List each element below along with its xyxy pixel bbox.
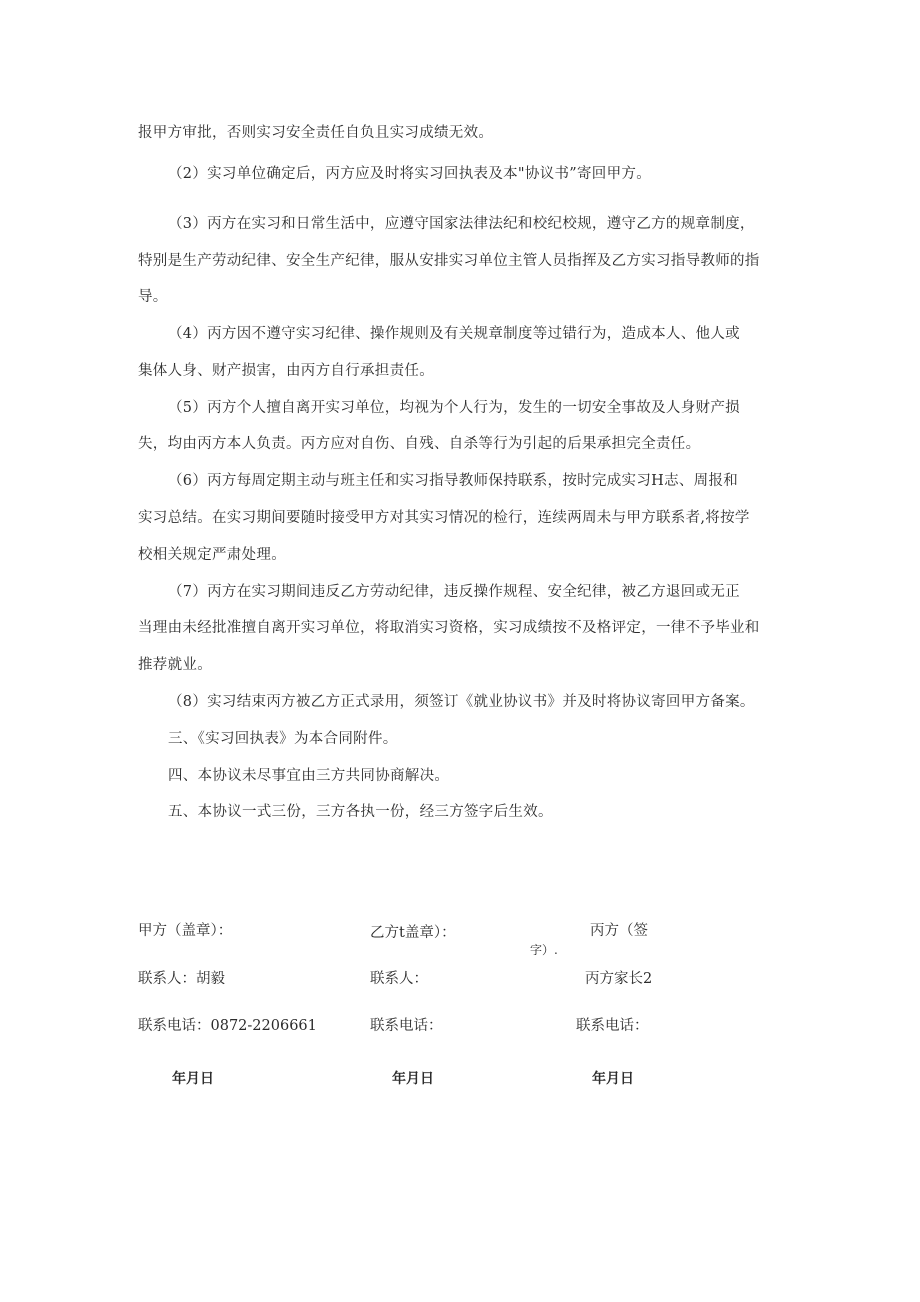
date-party-a: 年月日	[172, 1071, 214, 1087]
party-c-parent: 丙方家长2	[585, 971, 653, 987]
body-line: 推荐就业。	[138, 657, 212, 673]
party-b-contact: 联系人：	[370, 971, 428, 987]
body-line: （8）实习结束丙方被乙方正式录用，须签订《就业协议书》并及时将协议寄回甲方备案。	[168, 694, 755, 710]
body-line: 集体人身、财产损害，由丙方自行承担责任。	[138, 363, 434, 379]
party-a-contact: 联系人：胡毅	[138, 971, 225, 987]
body-line: （6）丙方每周定期主动与班主任和实习指导教师保持联系，按时完成实习H志、周报和	[168, 473, 739, 489]
body-line: 特别是生产劳动纪律、安全生产纪律，服从安排实习单位主管人员指挥及乙方实习指导教师的指	[138, 253, 760, 269]
body-line: （4）丙方因不遵守实习纪律、操作规则及有关规章制度等过错行为，造成本人、他人或	[168, 326, 740, 342]
date-party-c: 年月日	[592, 1071, 634, 1087]
party-b-seal-label: 乙方t盖章）：	[370, 925, 456, 941]
party-a-seal-label: 甲方（盖章）：	[138, 923, 233, 939]
body-line: 四、本协议未尽事宜由三方共同协商解决。	[168, 768, 450, 784]
body-line: 导。	[138, 289, 168, 305]
body-line: 当理由未经批准擅自离开实习单位，将取消实习资格，实习成绩按不及格评定，一律不予毕业和	[138, 620, 760, 636]
date-party-b: 年月日	[392, 1071, 434, 1087]
body-line: 实习总结。在实习期间要随时接受甲方对其实习情况的检行，连续两周未与甲方联系者,将按学	[138, 510, 750, 526]
party-c-sign-label: 丙方（签	[590, 923, 648, 939]
party-b-phone: 联系电话：	[370, 1018, 443, 1034]
body-line: （2）实习单位确定后，丙方应及时将实习回执表及本"协议书”寄回甲方。	[168, 166, 652, 182]
body-line: 校相关规定严肃处理。	[138, 547, 286, 563]
party-a-phone: 联系电话：0872-2206661	[138, 1018, 317, 1034]
body-line: 三、《实习回执表》为本合同附件。	[168, 731, 398, 747]
body-line: （5）丙方个人擅自离开实习单位，均视为个人行为，发生的一切安全事故及人身财产损	[168, 400, 740, 416]
party-c-phone: 联系电话：	[576, 1018, 649, 1034]
body-line: 报甲方审批，否则实习安全责任自负且实习成绩无效。	[138, 125, 494, 141]
body-line: （7）丙方在实习期间违反乙方劳动纪律，违反操作规程、安全纪律，被乙方退回或无正	[168, 584, 740, 600]
body-line: 失，均由丙方本人负责。丙方应对自伤、自残、自杀等行为引起的后果承担完全责任。	[138, 436, 701, 452]
party-c-sign-continued: 字）.	[530, 943, 558, 957]
body-line: 五、本协议一式三份，三方各执一份，经三方签字后生效。	[168, 804, 553, 820]
body-line: （3）丙方在实习和日常生活中，应遵守国家法律法纪和校纪校规，遵守乙方的规章制度，	[168, 216, 755, 232]
